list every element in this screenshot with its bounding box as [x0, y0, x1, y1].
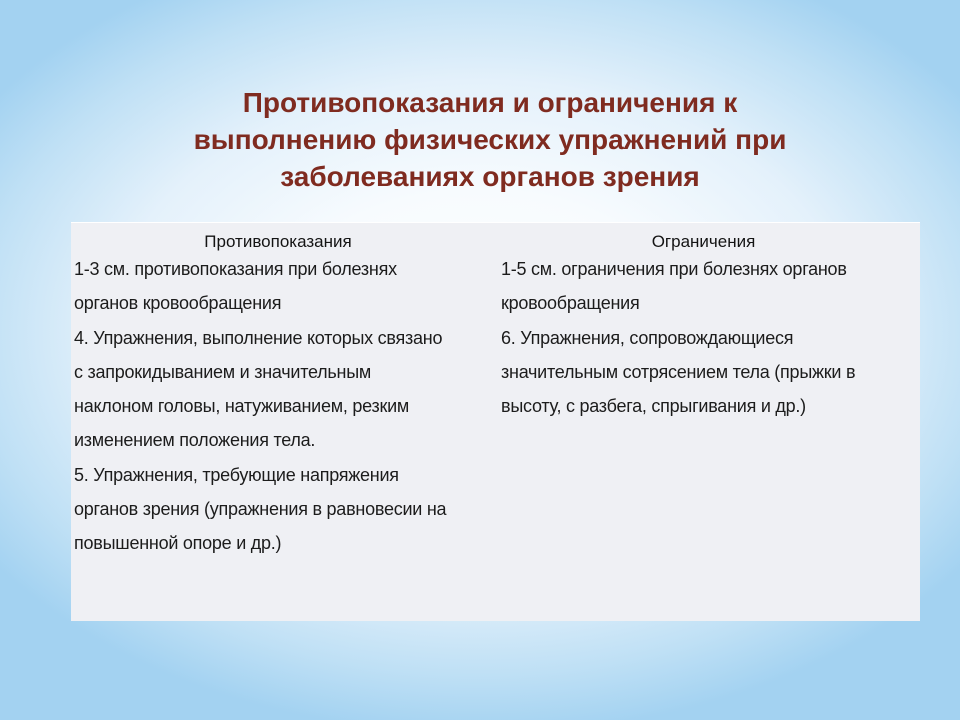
- title-line: выполнению физических упражнений при: [193, 124, 787, 155]
- text-line: 1-5 см. ограничения при болезнях органов: [501, 259, 847, 279]
- limitations-text: [501, 252, 916, 423]
- contraindications-text: [74, 252, 502, 561]
- comparison-table: [71, 222, 920, 621]
- text-line: органов зрения (упражнения в равновесии на: [74, 499, 447, 520]
- text-line: 6. Упражнения, сопровождающиеся: [501, 327, 794, 348]
- text-line: 4. Упражнения, выполнение которых связано: [74, 327, 443, 348]
- text-line: органов кровообращения: [74, 293, 282, 314]
- text-line: значительным сотрясением тела (прыжки в: [501, 361, 856, 382]
- title-line: заболеваниях органов зрения: [280, 161, 700, 192]
- text-line: изменением положения тела.: [74, 430, 316, 451]
- text-line: с запрокидыванием и значительным: [74, 361, 372, 382]
- limitations-column: [501, 223, 916, 423]
- text-line: кровообращения: [501, 293, 640, 314]
- text-line: 1-3 см. противопоказания при болезнях: [74, 259, 397, 279]
- text-line: повышенной опоре и др.): [74, 533, 282, 554]
- limitations-header: Ограничения: [651, 232, 756, 251]
- title-line: Противопоказания и ограничения к: [242, 87, 738, 118]
- slide-title: [100, 84, 880, 195]
- text-line: высоту, с разбега, спрыгивания и др.): [501, 396, 806, 417]
- contraindications-column: [74, 223, 502, 561]
- text-line: наклоном головы, натуживанием, резким: [74, 396, 410, 417]
- text-line: 5. Упражнения, требующие напряжения: [74, 464, 399, 485]
- contraindications-header: Противопоказания: [204, 232, 352, 251]
